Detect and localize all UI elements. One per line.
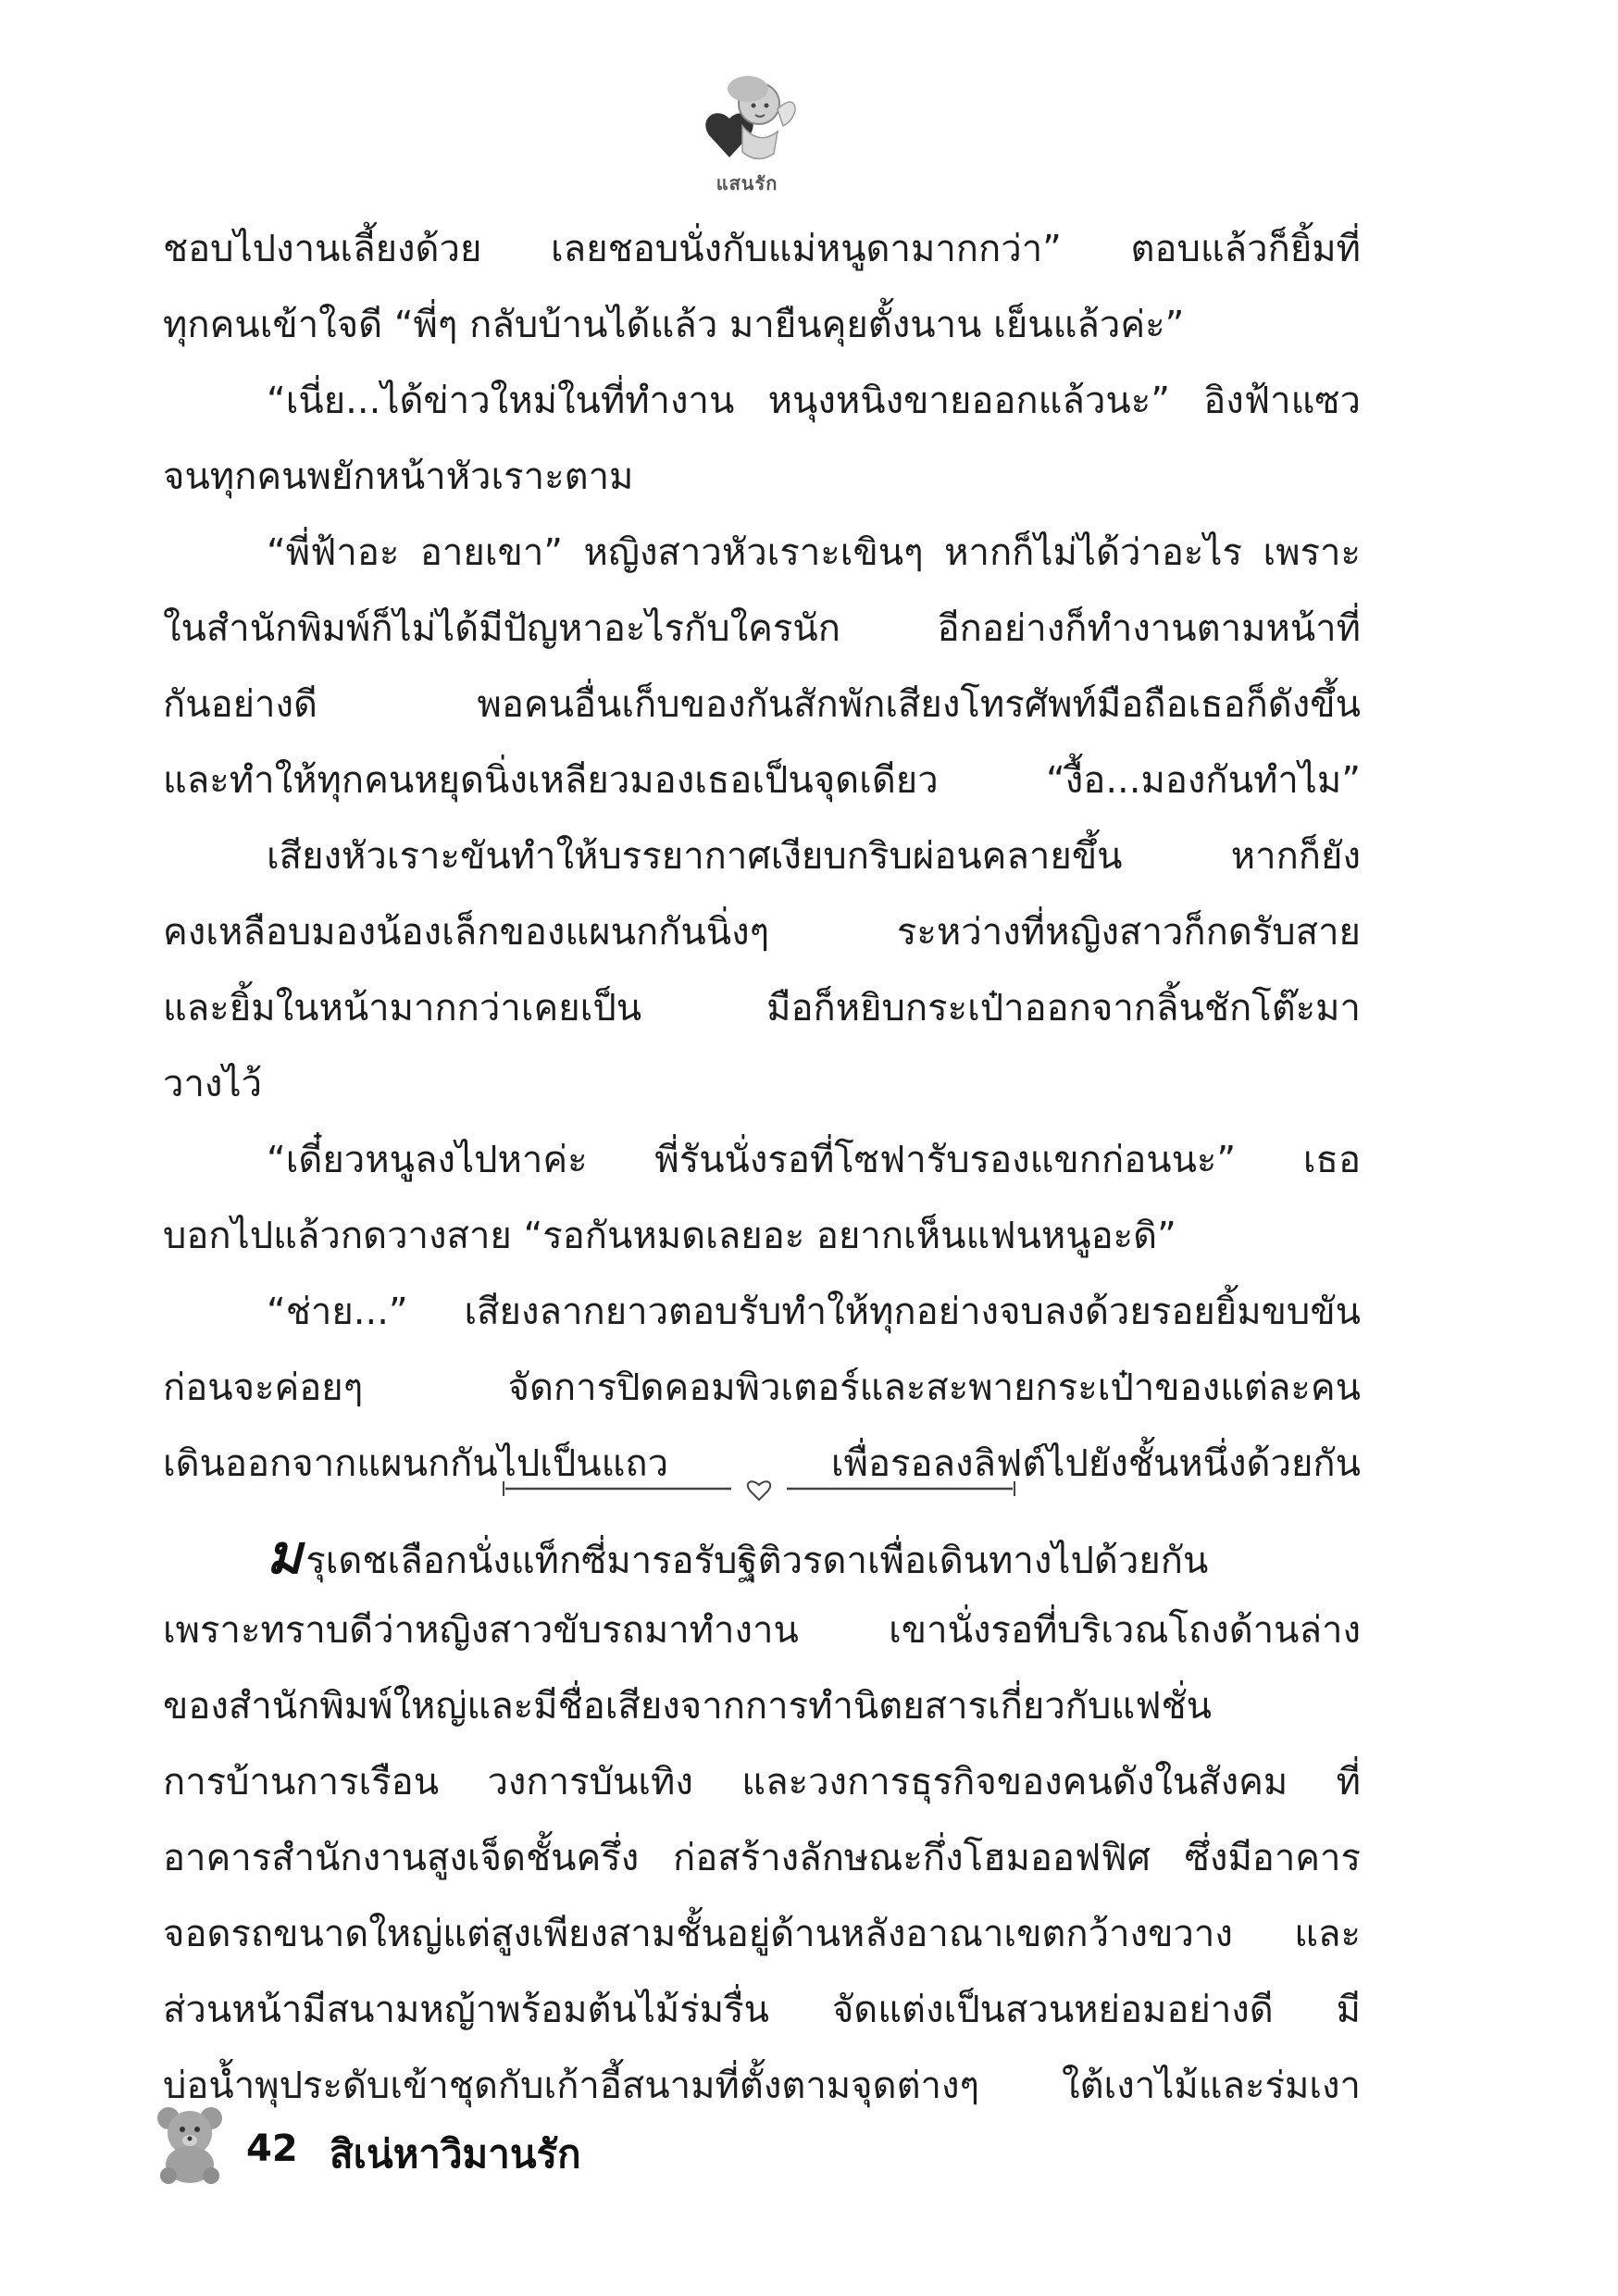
text-line-content: เดินออกจากแผนกกันไปเป็นแถว เพื่อรอลงลิฟต์ไปยังชั้นหนึ่งด้วยกัน: [163, 1442, 1361, 1485]
text-line-content: ก่อนจะค่อยๆ จัดการปิดคอมพิวเตอร์และสะพายกระเป๋าของแต่ละคน: [163, 1366, 1361, 1409]
text-line-content: คงเหลือบมองน้องเล็กของแผนกกันนิ่งๆ ระหว่างที่หญิงสาวก็กดรับสาย: [163, 911, 1361, 954]
body-text-section-2: [163, 1516, 1361, 2124]
text-line-content: กันอย่างดี พอคนอื่นเก็บของกันสักพักเสียงโทรศัพท์มือถือเธอก็ดังขึ้น: [163, 683, 1361, 726]
text-line-content: ของสำนักพิมพ์ใหญ่และมีชื่อเสียงจากการทำนิตยสารเกี่ยวกับแฟชั่น: [163, 1685, 1213, 1728]
text-line: [163, 1744, 1361, 1820]
text-line: [163, 591, 1361, 667]
text-line-content: รุเดชเลือกนั่งแท็กซี่มารอรับฐิติวรดาเพื่อเดินทางไปด้วยกัน: [305, 1540, 1209, 1582]
text-line-content: “พี่ฟ้าอะ อายเขา” หญิงสาวหัวเราะเขินๆ หากก็ไม่ได้ว่าอะไร เพราะ: [267, 531, 1361, 574]
text-line: [163, 1896, 1361, 1972]
text-line: [163, 894, 1361, 970]
body-text-section-1: [163, 211, 1361, 1502]
text-line: [163, 1198, 1361, 1274]
text-line: [163, 1516, 1361, 1592]
page-number: 42: [246, 2128, 298, 2170]
text-line: [163, 1046, 1361, 1122]
text-line: [163, 742, 1361, 818]
text-line: [163, 287, 1361, 363]
text-line-content: “ช่าย...” เสียงลากยาวตอบรับทำให้ทุกอย่างจบลงด้วยรอยยิ้มขบขัน: [267, 1291, 1361, 1333]
teddy-bear-icon: [148, 2100, 233, 2185]
text-line-content: ทุกคนเข้าใจดี “พี่ๆ กลับบ้านได้แล้ว มายืนคุยตั้งนาน เย็นแล้วค่ะ”: [163, 304, 1185, 346]
text-line-content: จอดรถขนาดใหญ่แต่สูงเพียงสามชั้นอยู่ด้านหลังอาณาเขตกว้างขวาง และ: [163, 1913, 1361, 1955]
text-line-content: เพราะทราบดีว่าหญิงสาวขับรถมาทำงาน เขานั่งรอที่บริเวณโถงด้านล่าง: [163, 1609, 1361, 1652]
text-line: [163, 1820, 1361, 1896]
text-line-content: บ่อน้ำพุประดับเข้าชุดกับเก้าอี้สนามที่ตั้งตามจุดต่างๆ ใต้เงาไม้และร่มเงา: [163, 2065, 1361, 2107]
text-line-content: บอกไปแล้วกดวางสาย “รอกันหมดเลยอะ อยากเห็นแฟนหนูอะดิ”: [163, 1215, 1176, 1257]
text-line: [163, 1350, 1361, 1426]
text-line-content: จนทุกคนพยักหน้าหัวเราะตาม: [163, 455, 634, 498]
text-line: [163, 211, 1361, 287]
page-footer: [148, 2100, 796, 2192]
text-line: [163, 439, 1361, 515]
text-line: [163, 1122, 1361, 1198]
text-line: [163, 1668, 1361, 1744]
text-line-content: ส่วนหน้ามีสนามหญ้าพร้อมต้นไม้ร่มรื่น จัดแต่งเป็นสวนหย่อมอย่างดี มี: [163, 1989, 1361, 2031]
text-line: [163, 363, 1361, 439]
text-line: [163, 1274, 1361, 1350]
text-line-content: และยิ้มในหน้ามากกว่าเคยเป็น มือก็หยิบกระเป๋าออกจากลิ้นชักโต๊ะมา: [163, 987, 1361, 1029]
text-line-content: “เนี่ย...ได้ข่าวใหม่ในที่ทำงาน หนุงหนิงขายออกแล้วนะ” อิงฟ้าแซว: [267, 380, 1361, 422]
text-line-content: “เดี๋ยวหนูลงไปหาค่ะ พี่รันนั่งรอที่โซฟารับรองแขกก่อนนะ” เธอ: [267, 1139, 1361, 1181]
book-title: สิเน่หาวิมานรัก: [330, 2131, 581, 2177]
text-line-content: เสียงหัวเราะขันทำให้บรรยากาศเงียบกริบผ่อนคลายขึ้น หากก็ยัง: [267, 835, 1361, 878]
text-line-content: วางไว้: [163, 1063, 263, 1105]
text-line-content: อาคารสำนักงานสูงเจ็ดชั้นครึ่ง ก่อสร้างลักษณะกึ่งโฮมออฟฟิศ ซึ่งมีอาคาร: [163, 1837, 1361, 1879]
text-line: [163, 667, 1361, 742]
logo-text: แสนรัก: [716, 172, 778, 194]
text-line-content: ชอบไปงานเลี้ยงด้วย เลยชอบนั่งกับแม่หนูดามากกว่า” ตอบแล้วก็ยิ้มที่: [163, 228, 1361, 270]
text-line: [163, 818, 1361, 894]
text-line: [163, 970, 1361, 1046]
drop-cap: ม: [267, 1523, 303, 1586]
text-line-content: การบ้านการเรือน วงการบันเทิง และวงการธุรกิจของคนดังในสังคม ที่: [163, 1761, 1361, 1803]
text-line: [163, 515, 1361, 591]
header-logo: [689, 61, 805, 198]
text-line: [163, 1592, 1361, 1668]
scene-divider: [500, 1470, 1018, 1507]
text-line-content: ในสำนักพิมพ์ก็ไม่ได้มีปัญหาอะไรกับใครนัก อีกอย่างก็ทำงานตามหน้าที่: [163, 607, 1361, 650]
text-line-content: และทำให้ทุกคนหยุดนิ่งเหลียวมองเธอเป็นจุดเดียว “งื้อ...มองกันทำไม”: [163, 759, 1361, 802]
text-line: [163, 1972, 1361, 2048]
